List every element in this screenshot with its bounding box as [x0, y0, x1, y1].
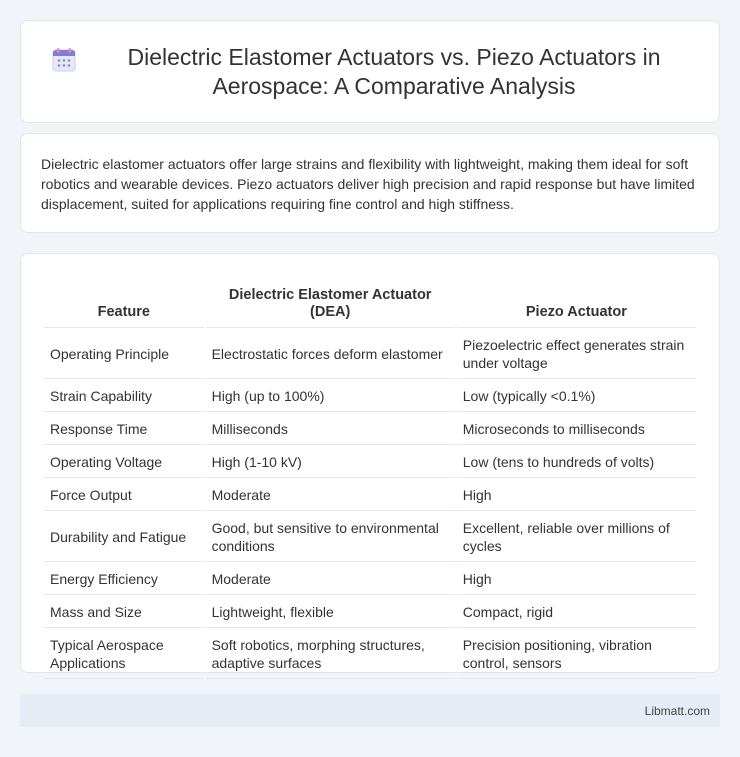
row-piezo: Excellent, reliable over millions of cycles	[457, 513, 696, 562]
table-row	[44, 414, 696, 445]
row-dea: Electrostatic forces deform elastomer	[206, 330, 455, 379]
page-title: Dielectric Elastomer Actuators vs. Piezo Actuators in Aerospace: A Comparative Analysis	[127, 43, 661, 99]
row-dea: High (up to 100%)	[206, 381, 455, 412]
row-piezo: Piezoelectric effect generates strain under voltage	[457, 330, 696, 379]
row-piezo: Precision positioning, vibration control, sensors	[457, 630, 696, 679]
row-dea: Lightweight, flexible	[206, 597, 455, 628]
row-dea: High (1-10 kV)	[206, 447, 455, 478]
table-row	[44, 564, 696, 595]
row-feature: Operating Voltage	[44, 447, 204, 478]
table-row	[44, 330, 696, 379]
table-row	[44, 630, 696, 679]
row-piezo: Low (typically <0.1%)	[457, 381, 696, 412]
summary-card	[20, 133, 720, 233]
comparison-table-card	[20, 253, 720, 673]
table-row	[44, 513, 696, 562]
table-row	[44, 447, 696, 478]
footer-bar	[20, 694, 720, 727]
row-feature: Durability and Fatigue	[44, 513, 204, 562]
footer-site-link[interactable]: Libmatt.com	[644, 703, 710, 718]
row-feature: Force Output	[44, 480, 204, 511]
row-dea: Milliseconds	[206, 414, 455, 445]
row-dea: Moderate	[206, 564, 455, 595]
summary-text: Dielectric elastomer actuators offer large strains and flexibility with lightweight, making them ideal for soft robotics and wearable devices. Piezo actuators deliver high precision and rapid response but have limited displacement, suited for applications requiring fine control and high stiffness.	[41, 156, 695, 212]
table-row	[44, 480, 696, 511]
row-piezo: High	[457, 564, 696, 595]
row-feature: Strain Capability	[44, 381, 204, 412]
header-dea: Dielectric Elastomer Actuator (DEA)	[206, 276, 455, 328]
table-row	[44, 597, 696, 628]
row-feature: Operating Principle	[44, 330, 204, 379]
row-dea: Moderate	[206, 480, 455, 511]
header-feature: Feature	[44, 276, 204, 328]
row-feature: Typical Aerospace Applications	[44, 630, 204, 679]
table-header-row	[44, 276, 696, 328]
table-row	[44, 381, 696, 412]
row-feature: Response Time	[44, 414, 204, 445]
title-card	[20, 20, 720, 123]
row-piezo: Compact, rigid	[457, 597, 696, 628]
calendar-icon	[51, 47, 77, 73]
row-piezo: Microseconds to milliseconds	[457, 414, 696, 445]
comparison-table	[42, 274, 698, 681]
title-wrap	[21, 43, 719, 101]
row-feature: Energy Efficiency	[44, 564, 204, 595]
header-piezo: Piezo Actuator	[457, 276, 696, 328]
row-piezo: High	[457, 480, 696, 511]
row-piezo: Low (tens to hundreds of volts)	[457, 447, 696, 478]
row-feature: Mass and Size	[44, 597, 204, 628]
row-dea: Soft robotics, morphing structures, adaptive surfaces	[206, 630, 455, 679]
row-dea: Good, but sensitive to environmental conditions	[206, 513, 455, 562]
